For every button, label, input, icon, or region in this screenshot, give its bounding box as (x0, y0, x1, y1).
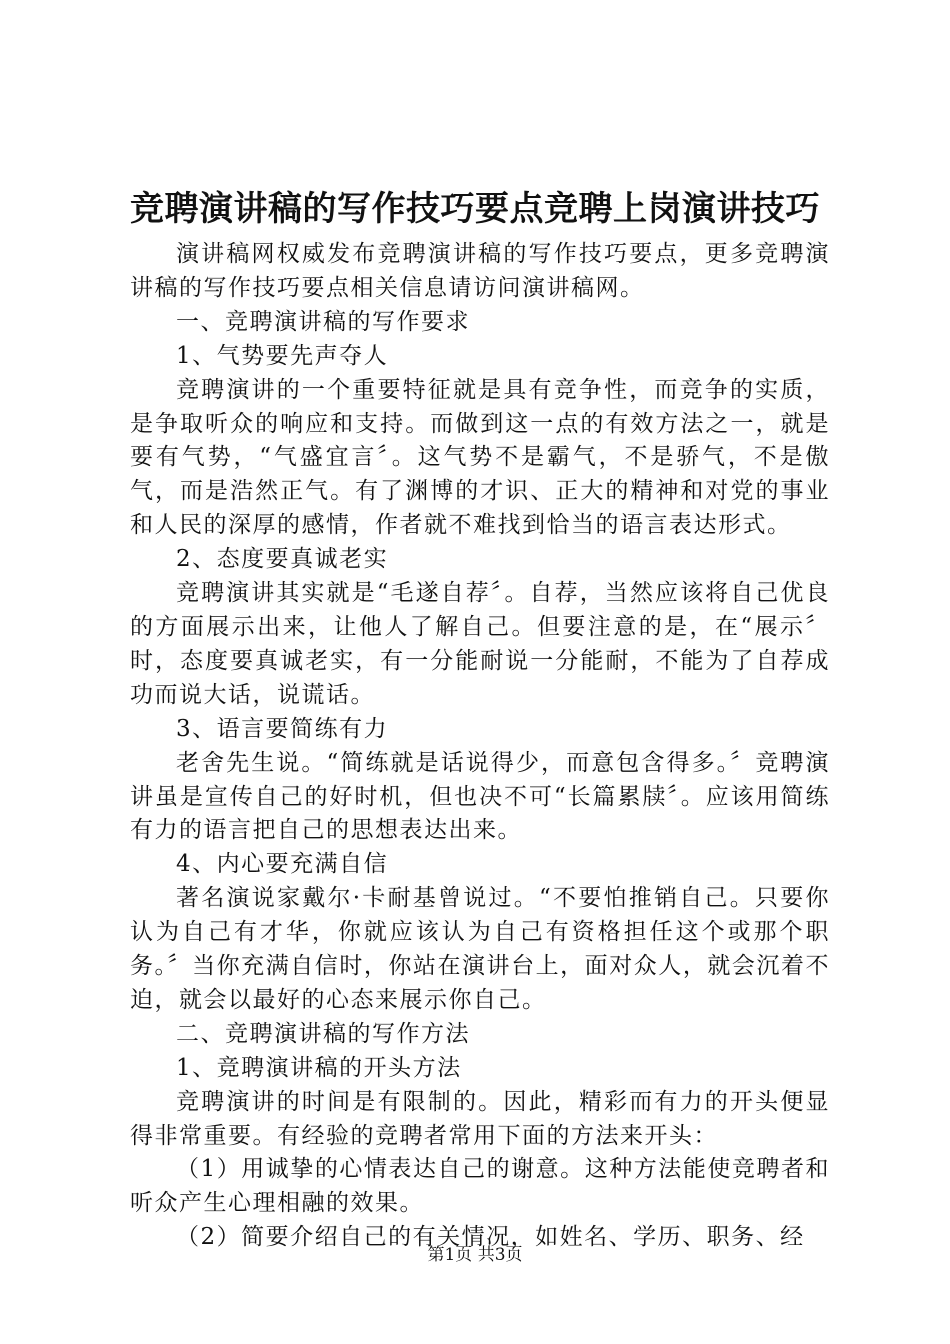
paragraph: 竞聘演讲其实就是“毛遂自荐〞。自荐，当然应该将自己优良的方面展示出来，让他人了解自己。但要注意的是，在“展示〞时，态度要真诚老实，有一分能耐说一分能耐，不能为了自荐成功而说大话，说谎话。 (130, 580, 830, 708)
page-number: 第1页 共3页 (427, 1245, 523, 1265)
list-item: （2）简要介绍自己的有关情况，如姓名、学历、职务、经 (176, 1224, 805, 1251)
document-body (130, 238, 830, 1255)
paragraph: 竞聘演讲的时间是有限制的。因此，精彩而有力的开头便显得非常重要。有经验的竞聘者常用下面的方法来开头： (130, 1088, 830, 1149)
list-item: （1）用诚挚的心情表达自己的谢意。这种方法能使竞聘者和听众产生心理相融的效果。 (130, 1156, 830, 1217)
subheading-1-2: 2、态度要真诚老实 (176, 546, 389, 573)
subheading-1-4: 4、内心要充满自信 (176, 851, 389, 878)
heading-section-2: 二、竞聘演讲稿的写作方法 (176, 1020, 470, 1047)
subheading-2-1: 1、竞聘演讲稿的开头方法 (176, 1054, 462, 1081)
document-title: 竞聘演讲稿的写作技巧要点竞聘上岗演讲技巧 (130, 189, 820, 229)
paragraph: 竞聘演讲的一个重要特征就是具有竞争性，而竞争的实质，是争取听众的响应和支持。而做到这一点的有效方法之一，就是要有气势，“气盛宜言〞。这气势不是霸气，不是骄气，不是傲气，而是浩然正气。有了渊博的才识、正大的精神和对党的事业和人民的深厚的感情，作者就不难找到恰当的语言表达形式。 (130, 376, 830, 539)
subheading-1-3: 3、语言要简练有力 (176, 715, 389, 742)
paragraph-intro: 演讲稿网权威发布竞聘演讲稿的写作技巧要点，更多竞聘演讲稿的写作技巧要点相关信息请访问演讲稿网。 (130, 241, 830, 301)
paragraph: 著名演说家戴尔·卡耐基曾说过。“不要怕推销自己。只要你认为自己有才华，你就应该认为自己有资格担任这个或那个职务。〞当你充满自信时，你站在演讲台上，面对众人，就会沉着不迫，就会以最好的心态来展示你自己。 (130, 885, 830, 1013)
paragraph: 老舍先生说。“简练就是话说得少，而意包含得多。〞竞聘演讲虽是宣传自己的好时机，但也决不可“长篇累牍〞。应该用简练有力的语言把自己的思想表达出来。 (130, 749, 830, 844)
heading-section-1: 一、竞聘演讲稿的写作要求 (176, 308, 470, 335)
subheading-1-1: 1、气势要先声夺人 (176, 342, 389, 369)
